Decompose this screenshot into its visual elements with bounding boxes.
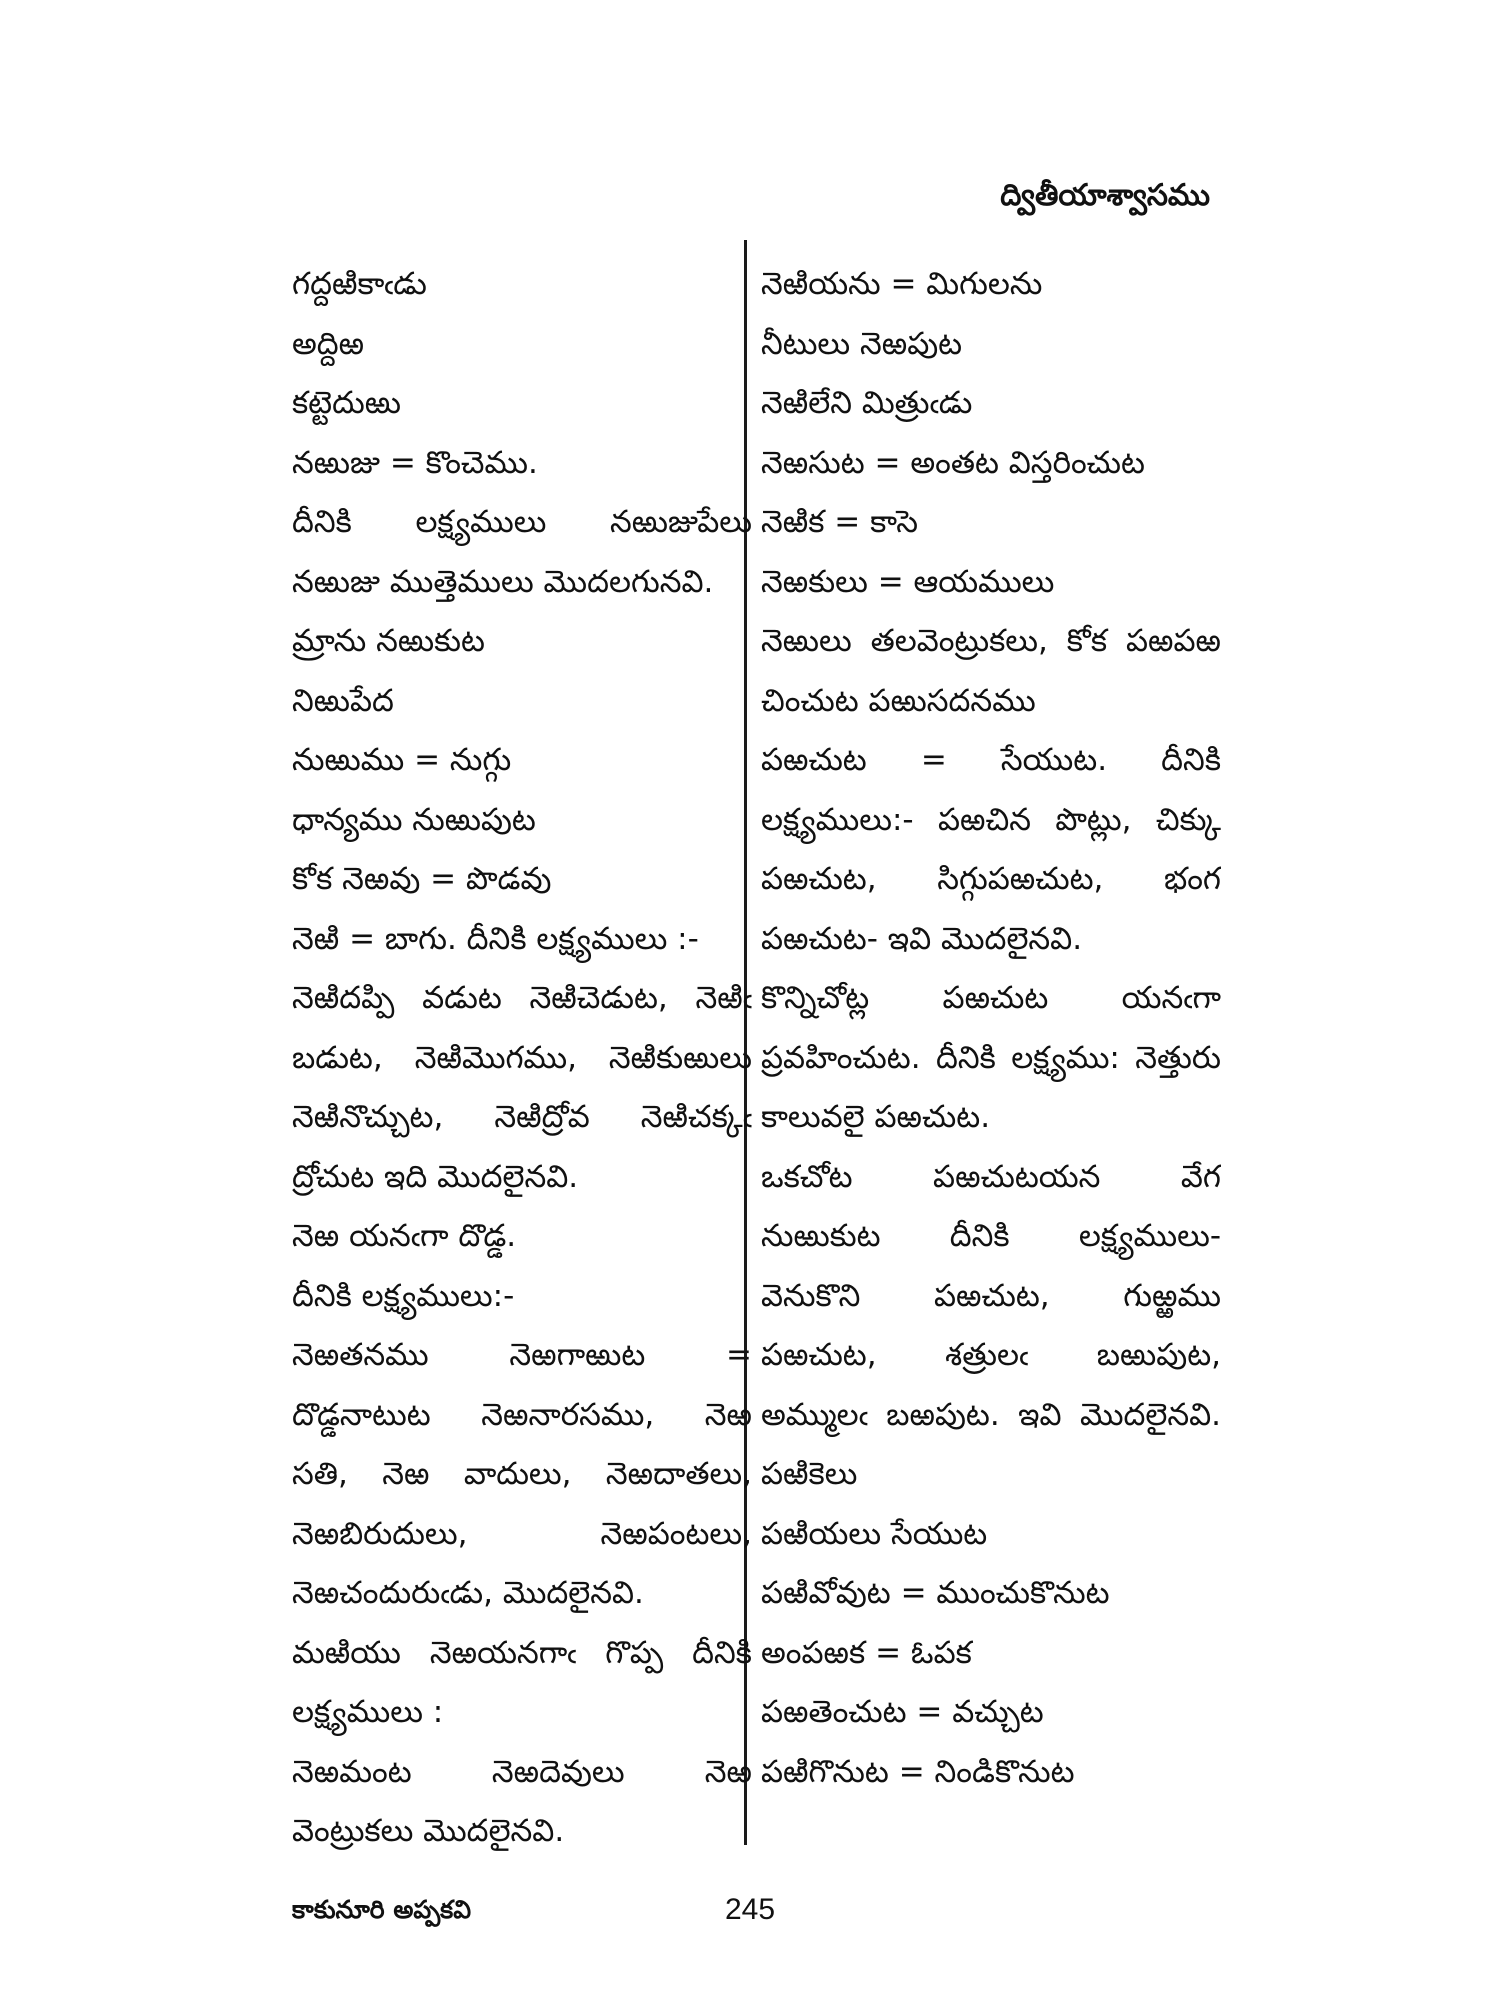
left-line: నిఱుపేద — [292, 682, 394, 719]
page-number: 245 — [724, 1893, 776, 1926]
right-line: నెఱకులు = ఆయములు — [761, 563, 1055, 600]
left-line: నెఱి = బాగు. దీనికి లక్ష్యములు :- — [292, 920, 699, 957]
left-line: నఱుజు = కొంచెము. — [292, 444, 538, 481]
right-line: కొన్నిచోట్ల పఱచుట యనఁగా — [761, 980, 1221, 1016]
left-line: నెఱబిరుదులు, నెఱపంటలు, — [292, 1515, 752, 1552]
left-line: కోక నెఱవు = పొడవు — [292, 861, 552, 897]
left-line: సతి, నెఱ వాదులు, నెఱదాతలు, — [292, 1456, 752, 1492]
right-line: అంపఱక = ఓపక — [761, 1634, 972, 1671]
left-line: లక్ష్యములు : — [292, 1694, 444, 1730]
left-line: మ్రాను నఱుకుట — [292, 623, 485, 659]
left-column — [292, 255, 752, 1862]
right-line: నెఱులు తలవెంట్రుకలు, కోక పఱపఱ — [761, 623, 1221, 659]
left-line: బడుట, నెఱిమొగము, నెఱికుఱులు — [292, 1039, 752, 1076]
right-line: పఱియలు సేయుట — [761, 1515, 988, 1552]
right-line: పఱచుట, సిగ్గుపఱచుట, భంగ — [761, 861, 1221, 897]
running-head: ద్వితీయాశ్వాసము — [1000, 178, 1210, 213]
left-line: అద్దిఱ — [292, 325, 365, 362]
right-line: నెఱిలేని మిత్రుఁడు — [761, 385, 973, 421]
left-line: వెంట్రుకలు మొదలైనవి. — [292, 1813, 565, 1849]
left-line: నెఱచందురుఁడు, మొదలైనవి. — [292, 1575, 644, 1611]
left-line: నెఱినొచ్చుట, నెఱిద్రోవ నెఱిచక్కఁ — [292, 1099, 752, 1135]
right-line: పఱచుట- ఇవి మొదలైనవి. — [761, 920, 1083, 957]
right-line: నెఱిక = కాసె — [761, 504, 919, 540]
right-line: నెఱసుట = అంతట విస్తరించుట — [761, 444, 1145, 481]
right-line: పఱికెలు — [761, 1456, 858, 1492]
right-line: నెఱియను = మిగులను — [761, 266, 1043, 302]
right-line: వెనుకొని పఱచుట, గుఱ్ఱము — [761, 1277, 1221, 1314]
left-line: దొడ్డనాటుట నెఱనారసము, నెఱ — [292, 1396, 752, 1433]
left-line: దీనికి లక్ష్యములు నఱుజుపేలు — [292, 504, 752, 540]
right-line: అమ్ములఁ బఱపుట. ఇవి మొదలైనవి. — [761, 1396, 1221, 1433]
right-column — [761, 255, 1221, 1802]
right-line: నీటులు నెఱపుట — [761, 325, 963, 362]
right-line: లక్ష్యములు:- పఱచిన పొట్లు, చిక్కు — [761, 801, 1221, 838]
right-line: ప్రవహించుట. దీనికి లక్ష్యము: నెత్తురు — [761, 1039, 1221, 1076]
left-line: నఱుజు ముత్తెములు మొదలగునవి. — [292, 563, 714, 600]
left-line: నెఱ యనఁగా దొడ్డ. — [292, 1218, 517, 1254]
left-line: ద్రోచుట ఇది మొదలైనవి. — [292, 1158, 579, 1195]
right-line: పఱచుట = సేయుట. దీనికి — [761, 742, 1221, 778]
left-line: నెఱిదప్పి వడుట నెఱిచెడుట, నెఱిఁ — [292, 980, 752, 1016]
right-line: పఱచుట, శత్రులఁ బఱుపుట, — [761, 1337, 1221, 1373]
right-line: ఒకచోట పఱచుటయన వేగ — [761, 1158, 1221, 1195]
footer-author: కాకునూరి అప్పకవి — [292, 1895, 471, 1924]
left-line: గద్దఱికాఁడు — [292, 266, 427, 302]
left-line: కట్టెదుఱు — [292, 385, 401, 421]
left-line: మఱియు నెఱయనగాఁ గొప్ప దీనికి — [292, 1634, 752, 1671]
left-line: దీనికి లక్ష్యములు:- — [292, 1277, 515, 1314]
right-line: నుఱుకుట దీనికి లక్ష్యములు- — [761, 1218, 1221, 1254]
right-line: పఱతెంచుట = వచ్చుట — [761, 1694, 1044, 1730]
right-line: కాలువలై పఱచుట. — [761, 1099, 991, 1135]
right-line: పఱివోవుట = ముంచుకొనుట — [761, 1575, 1110, 1611]
right-line: పఱిగొనుట = నిండికొనుట — [761, 1753, 1075, 1790]
right-line: చించుట పఱుసదనము — [761, 682, 1036, 719]
left-line: నుఱుము = నుగ్గు — [292, 742, 512, 778]
left-line: నెఱమంట నెఱదెవులు నెఱ — [292, 1753, 752, 1790]
left-line: నెఱతనము నెఱగాఱుట = — [292, 1337, 752, 1373]
left-line: ధాన్యము నుఱుపుట — [292, 801, 536, 838]
